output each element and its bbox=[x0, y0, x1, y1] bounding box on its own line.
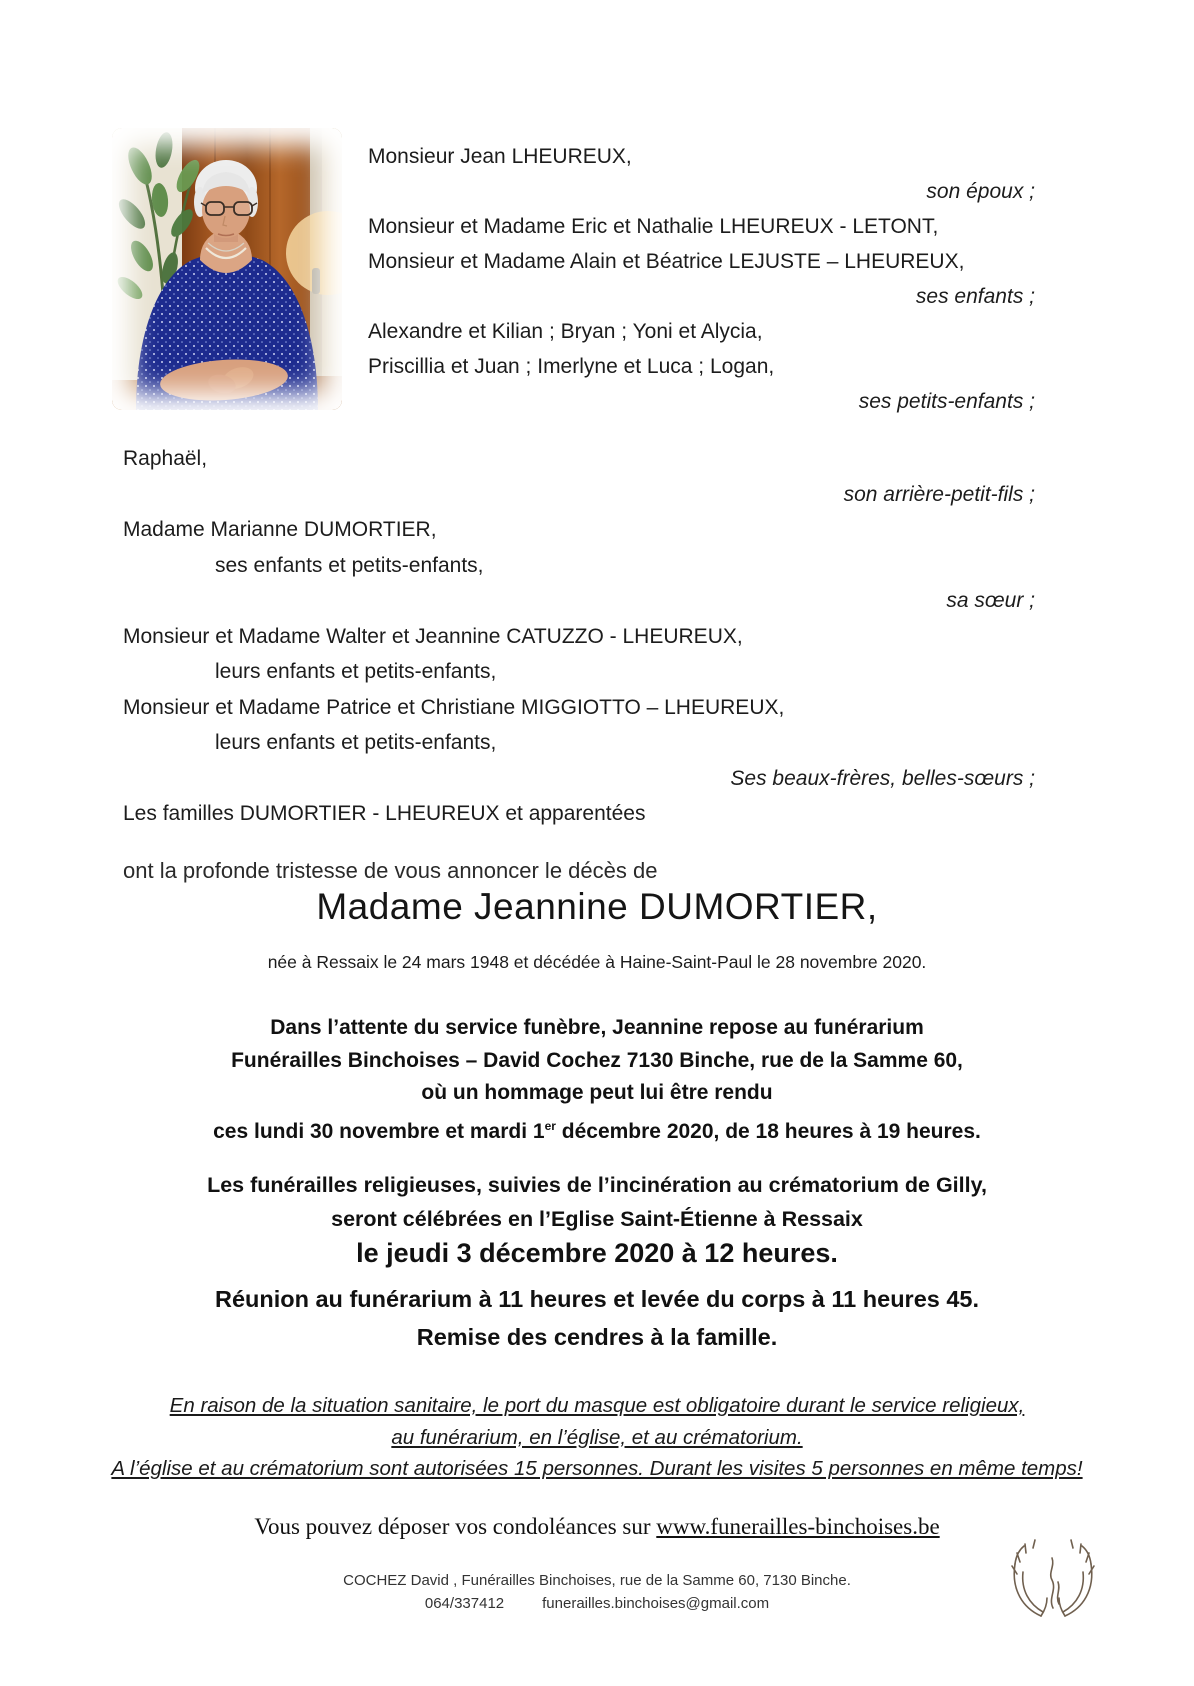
family-line: ses enfants et petits-enfants, bbox=[215, 553, 484, 577]
ashes-line: Remise des cendres à la famille. bbox=[416, 1324, 778, 1350]
condolences-line bbox=[0, 1514, 1194, 1540]
covid-notice bbox=[0, 1390, 1194, 1485]
portrait-photo bbox=[112, 128, 342, 410]
footer-phone: 064/337412 bbox=[424, 1595, 505, 1612]
covid-line: A l’église et au crématorium sont autorisées 15 personnes. Durant les visites 5 personnes en même temps! bbox=[111, 1457, 1083, 1480]
footer-email: funerailles.binchoises@gmail.com bbox=[542, 1595, 770, 1612]
family-line: son arrière-petit-fils ; bbox=[843, 482, 1035, 506]
family-line: leurs enfants et petits-enfants, bbox=[215, 731, 497, 754]
family-line: Monsieur et Madame Walter et Jeannine CATUZZO - LHEUREUX, bbox=[123, 624, 743, 648]
wake-block bbox=[0, 1012, 1194, 1148]
family-line: Monsieur et Madame Eric et Nathalie LHEUREUX - LETONT, bbox=[368, 215, 939, 238]
family-line: Monsieur et Madame Alain et Béatrice LEJUSTE – LHEUREUX, bbox=[368, 250, 965, 273]
condolences-text: Vous pouvez déposer vos condoléances sur bbox=[254, 1514, 657, 1539]
portrait-photo-art bbox=[112, 128, 342, 410]
family-line: Monsieur et Madame Patrice et Christiane MIGGIOTTO – LHEUREUX, bbox=[123, 695, 785, 719]
wake-line: Funérailles Binchoises – David Cochez 7130 Binche, rue de la Samme 60, bbox=[231, 1048, 963, 1072]
funeral-line: seront célébrées en l’Eglise Saint-Étienne à Ressaix bbox=[331, 1207, 863, 1231]
family-line: ses petits-enfants ; bbox=[858, 390, 1035, 413]
family-line: leurs enfants et petits-enfants, bbox=[215, 660, 497, 683]
funeral-block bbox=[0, 1168, 1194, 1236]
condolences-link[interactable]: www.funerailles-binchoises.be bbox=[656, 1514, 940, 1539]
family-line: Madame Marianne DUMORTIER, bbox=[123, 518, 437, 541]
wings-flame-icon bbox=[1003, 1538, 1103, 1630]
funeral-home-logo bbox=[1003, 1538, 1103, 1630]
family-line: Alexandre et Kilian ; Bryan ; Yoni et Alycia, bbox=[368, 320, 763, 343]
covid-line: En raison de la situation sanitaire, le port du masque est obligatoire durant le service religieux, bbox=[169, 1394, 1025, 1417]
family-line: ses enfants ; bbox=[915, 285, 1035, 308]
wake-line: Dans l’attente du service funèbre, Jeannine repose au funérarium bbox=[270, 1016, 924, 1039]
footer-address: COCHEZ David , Funérailles Binchoises, rue de la Samme 60, 7130 Binche. bbox=[343, 1572, 851, 1589]
family-list-bottom bbox=[123, 441, 1035, 832]
ceremony-date-line: le jeudi 3 décembre 2020 à 12 heures. bbox=[356, 1238, 838, 1268]
family-line: sa sœur ; bbox=[946, 589, 1035, 612]
deceased-name: Madame Jeannine DUMORTIER, bbox=[316, 886, 878, 927]
plant bbox=[114, 131, 204, 308]
family-line: Ses beaux-frères, belles-sœurs ; bbox=[730, 766, 1035, 790]
family-line: Monsieur Jean LHEUREUX, bbox=[368, 145, 632, 168]
family-line: Raphaël, bbox=[123, 447, 208, 470]
family-list-top bbox=[368, 139, 1035, 419]
family-line: son époux ; bbox=[926, 180, 1035, 203]
wake-line: où un hommage peut lui être rendu bbox=[421, 1081, 773, 1104]
family-line: Les familles DUMORTIER - LHEUREUX et apparentées bbox=[123, 802, 646, 825]
woman bbox=[136, 160, 318, 410]
family-line: Priscillia et Juan ; Imerlyne et Luca ; Logan, bbox=[368, 355, 775, 378]
announcement-intro: ont la profonde tristesse de vous annoncer le décès de bbox=[123, 858, 658, 883]
funeral-line: Les funérailles religieuses, suivies de l’incinération au crématorium de Gilly, bbox=[207, 1173, 987, 1197]
reunion-line: Réunion au funérarium à 11 heures et levée du corps à 11 heures 45. bbox=[214, 1286, 980, 1312]
birth-death-line: née à Ressaix le 24 mars 1948 et décédée à Haine-Saint-Paul le 28 novembre 2020. bbox=[267, 952, 927, 972]
wake-line: ces lundi 30 novembre et mardi 1er décembre 2020, de 18 heures à 19 heures. bbox=[213, 1118, 981, 1143]
covid-line: au funérarium, en l’église, et au crématorium. bbox=[391, 1425, 803, 1449]
